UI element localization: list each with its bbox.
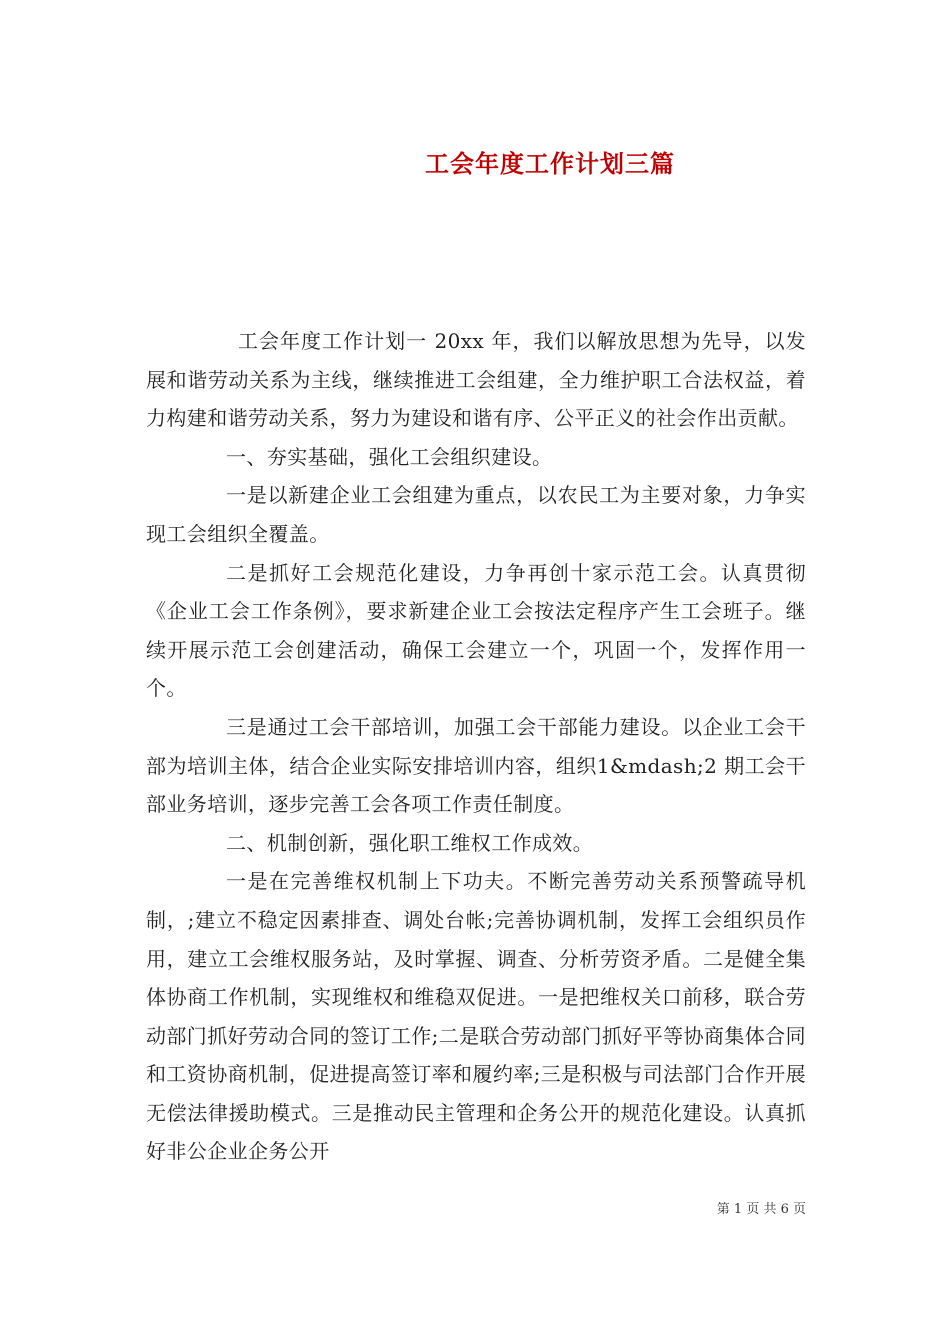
page-number-footer: 第 1 页 共 6 页 xyxy=(716,1202,806,1217)
section-heading-2: 二、机制创新，强化职工维权工作成效。 xyxy=(226,830,594,855)
paragraph-1-1: 一是以新建企业工会组建为重点，以农民工为主要对象，力争实现工会组织全覆盖。 xyxy=(146,483,806,546)
section-heading-1: 一、夯实基础，强化工会组织建设。 xyxy=(226,444,553,469)
paragraph-intro: 工会年度工作计划一 20xx 年，我们以解放思想为先导，以发展和谐劳动关系为主线，继续推进工会组建，全力维护职工合法权益，着力构建和谐劳动关系，努力为建设和谐有序、公平正义的社会作出贡献。 xyxy=(146,329,806,431)
paragraph-1-2: 二是抓好工会规范化建设，力争再创十家示范工会。认真贯彻《企业工会工作条例》，要求新建企业工会按法定程序产生工会班子。继续开展示范工会创建活动，确保工会建立一个，巩固一个，发挥作用一个。 xyxy=(146,560,806,701)
document-body xyxy=(146,322,806,1171)
paragraph-2-1: 一是在完善维权机制上下功夫。不断完善劳动关系预警疏导机制，;建立不稳定因素排查、调处台帐;完善协调机制，发挥工会组织员作用，建立工会维权服务站，及时掌握、调查、分析劳资矛盾。二是健全集体协商工作机制，实现维权和维稳双促进。一是把维权关口前移，联合劳动部门抓好劳动合同的签订工作;二是联合劳动部门抓好平等协商集体合同和工资协商机制，促进提高签订率和履约率;三是积极与司法部门合作开展无偿法律援助模式。三是推动民主管理和企务公开的规范化建设。认真抓好非公企业企务公开 xyxy=(146,869,806,1164)
document-title: 工会年度工作计划三篇 xyxy=(425,150,675,179)
paragraph-1-3: 三是通过工会干部培训，加强工会干部能力建设。以企业工会干部为培训主体，结合企业实际安排培训内容，组织1&mdash;2 期工会干部业务培训，逐步完善工会各项工作责任制度。 xyxy=(146,714,806,817)
